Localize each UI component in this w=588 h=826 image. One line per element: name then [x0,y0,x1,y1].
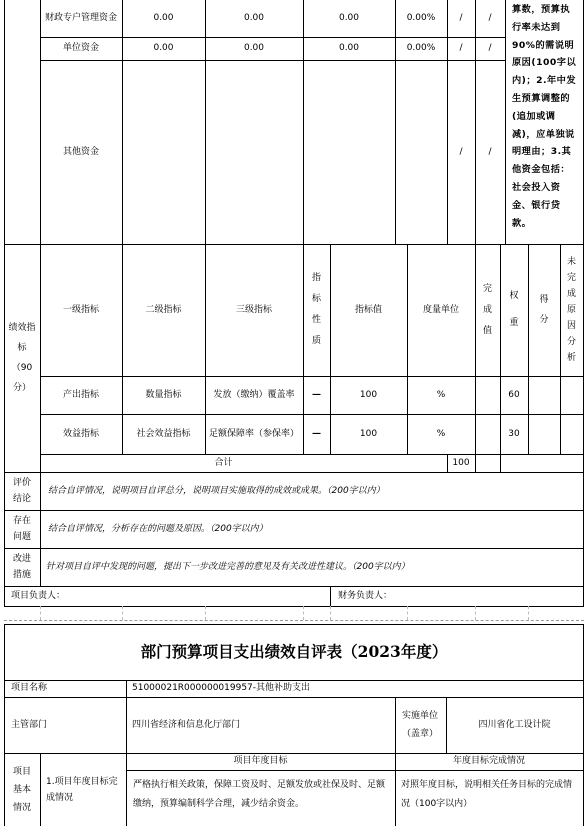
funds-slash: / [488,13,492,24]
header-reason: 未完成原因分析 [566,257,576,363]
basic-label: 项目基本情况 [13,766,32,813]
perf-weight: 30 [508,428,520,439]
header-weight: 权重 [509,291,519,328]
header-level2: 二级指标 [145,304,182,315]
header-score: 得分 [539,295,549,325]
annual-done-header: 年度目标完成情况 [452,756,525,767]
total-label: 合计 [214,457,233,468]
goal-label: 1.项目年度目标完成情况 [46,776,118,803]
project-name-value: 51000021R000000019957-其他补助支出 [132,683,311,694]
total-value: 100 [452,457,470,468]
perf-value: 100 [359,389,378,400]
funds-row-name: 单位资金 [62,43,99,54]
project-name-label: 项目名称 [11,683,48,694]
funds-note: 算数，预算执行率未达到90%的需说明原因(100字以内)；2.年中发生预算调整的(追加或调减)，应单独说明理由；3.其他资金包括：社会投入资金、银行贷款。 [512,4,577,229]
funds-rate: 0.00% [406,43,436,54]
funds-cell: 0.00 [243,13,265,24]
perf-weight: 60 [508,389,520,400]
improve-label: 改进措施 [12,554,31,580]
header-unit: 度量单位 [422,304,459,315]
eval-label: 评价结论 [12,478,31,504]
funds-cell: 0.00 [153,13,174,24]
funds-slash: / [459,13,463,24]
funds-slash: / [459,43,463,54]
dept-value: 四川省经济和信息化厅部门 [132,719,241,730]
impl-value: 四川省化工设计院 [478,719,551,730]
issues-label: 存在问题 [12,516,31,542]
eval-text: 结合自评情况，说明项目自评总分，说明项目实施取得的成效或成果。（200字以内） [48,485,385,496]
perf-level3: 发放（缴纳）覆盖率 [213,389,295,400]
annual-goal-header: 项目年度目标 [233,756,288,767]
form2-title: 部门预算项目支出绩效自评表（2023年度） [140,641,448,661]
funds-cell: 0.00 [153,43,174,54]
project-owner-label: 项目负责人： [11,590,66,601]
funds-cell: 0.00 [243,43,265,54]
header-level3: 三级指标 [235,304,272,315]
header-value: 指标值 [354,304,382,315]
perf-level1: 效益指标 [62,428,99,439]
funds-row-name: 财政专户管理资金 [44,13,117,24]
dept-label: 主管部门 [11,719,48,730]
annual-done-text: 对照年度目标，说明相关任务目标的完成情况（100字以内） [401,780,573,809]
funds-row-name: 其他资金 [62,146,99,157]
impl-label: 实施单位（盖章） [402,711,439,739]
header-nature: 指标性质 [311,273,321,346]
perf-group-label: 绩效指标（90分） [8,323,36,393]
funds-cell: 0.00 [338,13,360,24]
funds-slash: / [488,146,492,157]
perf-unit: % [436,428,446,439]
header-level1: 一级指标 [62,304,99,315]
improve-text: 针对项目自评中发现的问题，提出下一步改进完善的意见及有关改进性建议。（200字以内） [46,561,410,572]
issues-text: 结合自评情况，分析存在的问题及原因。（200字以内） [48,523,268,534]
perf-unit: % [436,389,446,400]
perf-level2: 数量指标 [145,389,182,400]
annual-goal-text: 严格执行相关政策，保障工资及时、足额发放或社保及时、足额缴纳，预算编制科学合理，减少结余资金。 [133,780,386,809]
perf-level3: 足额保障率（参保率） [209,428,300,439]
funds-rate: 0.00% [406,13,436,24]
perf-level1: 产出指标 [62,389,99,400]
funds-cell: 0.00 [338,43,360,54]
header-done: 完成值 [482,283,492,336]
finance-owner-label: 财务负责人： [338,590,393,601]
perf-value: 100 [359,428,378,439]
perf-nature: — [312,389,321,400]
perf-nature: — [312,428,321,439]
funds-slash: / [488,43,492,54]
funds-slash: / [459,146,463,157]
perf-level2: 社会效益指标 [136,428,191,439]
